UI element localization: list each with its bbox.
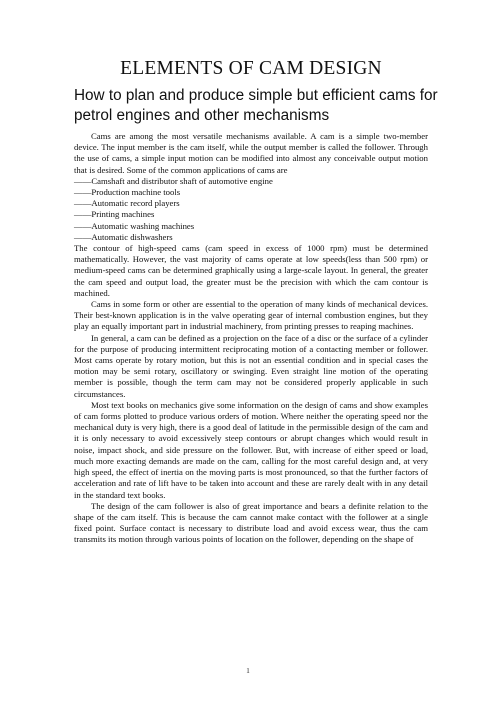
- body-paragraph: The contour of high-speed cams (cam speed in excess of 1000 rpm) must be determined mathematically. However, the vast majority of cams operate at low speeds(less than 500 rpm) or medium-speed cams can be determined graphically using a large-scale layout. In general, the greater the cam speed and output load, the greater must be the precision with which the cam contour is machined.: [74, 243, 428, 298]
- applications-list: [74, 176, 428, 243]
- list-item: ——Production machine tools: [74, 187, 181, 198]
- page-content: [74, 58, 438, 546]
- document-title: ELEMENTS OF CAM DESIGN: [120, 58, 382, 79]
- list-item: ——Automatic dishwashers: [74, 231, 173, 242]
- body-paragraph: Cams in some form or other are essential to the operation of many kinds of mechanical devices. Their best-known application is in the valve operating gear of internal combustion engines, but they play an equally important part in industrial machinery, from printing presses to reaping machines.: [74, 299, 428, 332]
- list-item: ——Printing machines: [74, 209, 155, 220]
- subtitle-line-2: petrol engines and other mechanisms: [74, 107, 330, 124]
- body-paragraph: The design of the cam follower is also of great importance and bears a definite relation to the shape of the cam itself. This is because the cam cannot make contact with the follower at a single fixed point. Surface contact is necessary to distribute load and avoid excess wear, thus the cam transmits its motion through various points of location on the follower, depending on the shape of: [74, 500, 428, 545]
- body-paragraph: In general, a cam can be defined as a projection on the face of a disc or the surface of a cylinder for the purpose of producing intermittent reciprocating motion of a contacting member or follower. Most cams operate by rotary motion, but this is not an essential condition and in special cases the motion may be semi rotary, oscillatory or swinging. Even straight line motion of the operating member is possible, though the term cam may not be considered properly applicable in such circumstances.: [74, 332, 428, 399]
- page-number: 1: [246, 667, 250, 675]
- list-item: ——Automatic record players: [74, 198, 180, 209]
- list-item: ——Automatic washing machines: [74, 220, 195, 231]
- subtitle-line-1: How to plan and produce simple but efficient cams for: [74, 87, 438, 104]
- body-paragraph: Most text books on mechanics give some information on the design of cams and show examples of cam forms plotted to produce various orders of motion. Where neither the operating speed nor the mechanical duty is very high, there is a good deal of latitude in the permissible design of the cam and it is only necessary to avoid excessively steep contours or abrupt changes which would result in noise, impact shock, and side pressure on the follower. But, with increase of either speed or load, much more exacting demands are made on the cam, calling for the most careful design and, at very high speed, the effect of inertia on the moving parts is most pronounced, so that the further factors of acceleration and rate of lift have to be taken into account and these are rarely dealt with in any detail in the standard text books.: [74, 399, 428, 500]
- intro-paragraph: Cams are among the most versatile mechanisms available. A cam is a simple two-member device. The input member is the cam itself, while the output member is called the follower. Through the use of cams, a simple input motion can be modified into almost any conceivable output motion that is desired. Some of the common applications of cams are: [74, 131, 428, 175]
- list-item: ——Camshaft and distributor shaft of automotive engine: [74, 175, 273, 186]
